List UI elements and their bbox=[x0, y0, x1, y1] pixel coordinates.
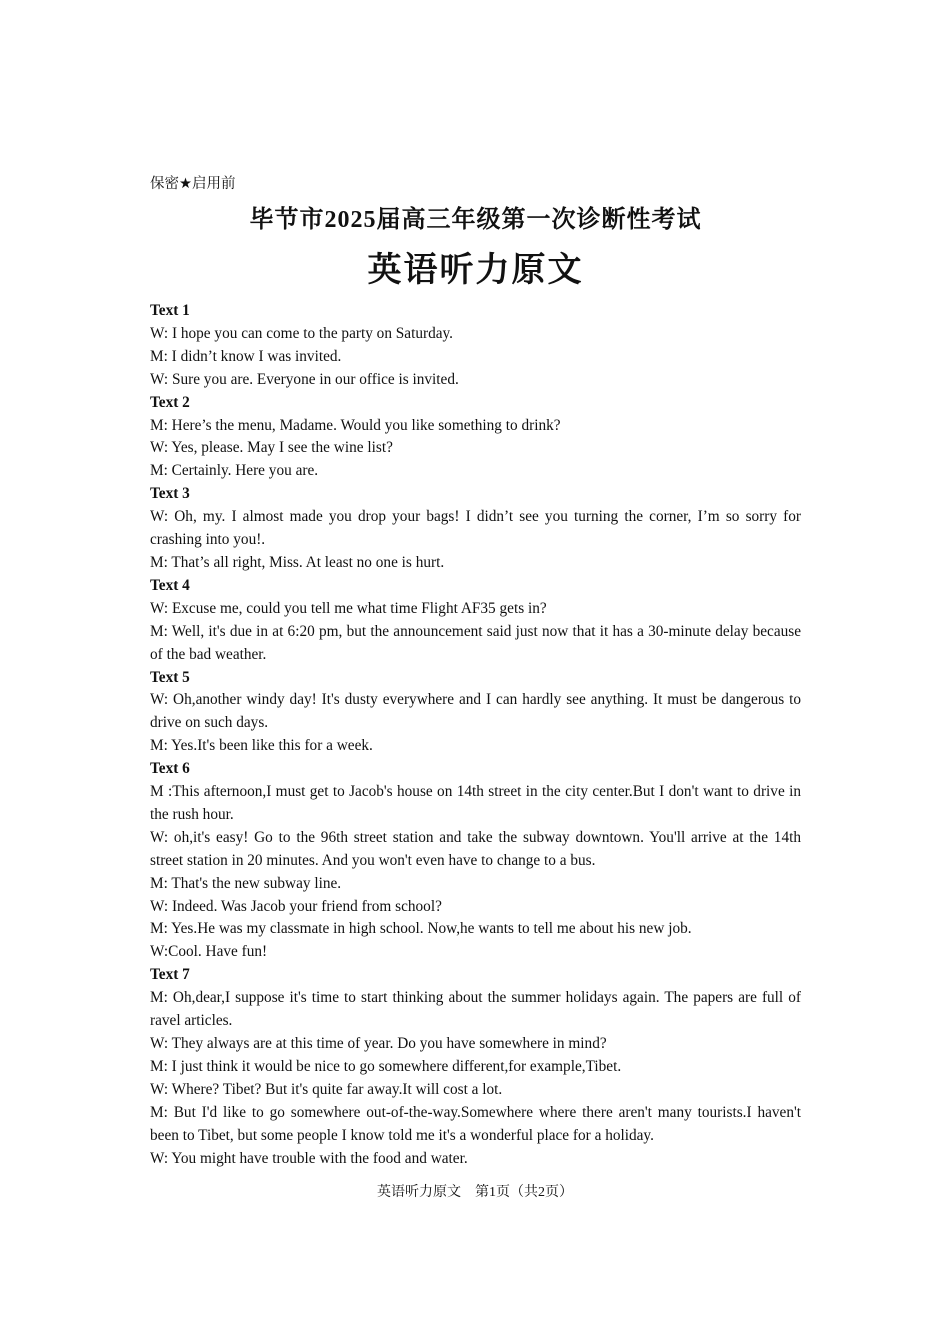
dialogue-line: M: I didn’t know I was invited. bbox=[150, 347, 342, 365]
dialogue-line: M: That's the new subway line. bbox=[150, 874, 342, 892]
section-heading: Text 4 bbox=[150, 576, 190, 594]
dialogue-line: W: You might have trouble with the food and water. bbox=[150, 1149, 468, 1167]
transcript-body bbox=[150, 300, 801, 1170]
page-footer bbox=[0, 1182, 950, 1204]
dialogue-line: M: Oh,dear,I suppose it's time to start thinking about the summer holidays again. The papers are full of ravel articles. bbox=[150, 989, 801, 1030]
footer-doc-name: 英语听力原文 bbox=[377, 1185, 461, 1200]
section-heading: Text 1 bbox=[150, 302, 190, 319]
dialogue-line: M: Yes.He was my classmate in high school. Now,he wants to tell me about his new job. bbox=[150, 920, 692, 938]
dialogue-line: M :This afternoon,I must get to Jacob's house on 14th street in the city center.But I don't want to drive in the rush hour. bbox=[150, 783, 801, 823]
dialogue-line: M: Certainly. Here you are. bbox=[150, 462, 319, 480]
main-title: 英语听力原文 bbox=[367, 252, 584, 289]
dialogue-line: W: Oh,another windy day! It's dusty everywhere and I can hardly see anything. It must be dangerous to drive on such days. bbox=[150, 691, 801, 732]
dialogue-line: W: oh,it's easy! Go to the 96th street station and take the subway downtown. You'll arrive at the 14th street station in 20 minutes. And you won't even have to change to a bus. bbox=[150, 828, 801, 869]
confidential-label: 保密★启用前 bbox=[150, 176, 236, 192]
dialogue-line: W:Cool. Have fun! bbox=[150, 943, 268, 961]
exam-title: 毕节市2025届高三年级第一次诊断性考试 bbox=[249, 207, 702, 233]
section-heading: Text 3 bbox=[150, 485, 190, 503]
dialogue-line: M: Here’s the menu, Madame. Would you like something to drink? bbox=[150, 416, 561, 434]
section-heading: Text 7 bbox=[150, 966, 190, 984]
dialogue-line: M: I just think it would be nice to go somewhere different,for example,Tibet. bbox=[150, 1057, 622, 1075]
dialogue-line: W: Where? Tibet? But it's quite far away.It will cost a lot. bbox=[150, 1080, 503, 1098]
dialogue-line: W: Oh, my. I almost made you drop your bags! I didn’t see you turning the corner, I’m so sorry for crashing into you!. bbox=[150, 508, 801, 549]
dialogue-line: W: Yes, please. May I see the wine list? bbox=[150, 439, 393, 457]
dialogue-line: W: Indeed. Was Jacob your friend from school? bbox=[150, 897, 442, 915]
dialogue-line: W: Sure you are. Everyone in our office is invited. bbox=[150, 370, 459, 388]
dialogue-line: M: That’s all right, Miss. At least no one is hurt. bbox=[150, 553, 445, 571]
section-heading: Text 5 bbox=[150, 668, 190, 686]
section-heading: Text 2 bbox=[150, 393, 190, 411]
dialogue-line: M: Yes.It's been like this for a week. bbox=[150, 737, 373, 755]
dialogue-line: W: They always are at this time of year. Do you have somewhere in mind? bbox=[150, 1035, 607, 1052]
dialogue-line: M: Well, it's due in at 6:20 pm, but the announcement said just now that it has a 30-minute delay because of the bad weather. bbox=[150, 622, 801, 663]
document-page bbox=[150, 172, 801, 1170]
dialogue-line: W: I hope you can come to the party on Saturday. bbox=[150, 324, 454, 342]
dialogue-line: W: Excuse me, could you tell me what time Flight AF35 gets in? bbox=[150, 599, 547, 617]
section-heading: Text 6 bbox=[150, 760, 190, 778]
footer-page-label: 第1页（共2页） bbox=[475, 1185, 573, 1200]
dialogue-line: M: But I'd like to go somewhere out-of-the-way.Somewhere where there aren't many tourists.I haven't been to Tibet, but some people I know told me it's a wonderful place for a holiday. bbox=[150, 1103, 801, 1144]
